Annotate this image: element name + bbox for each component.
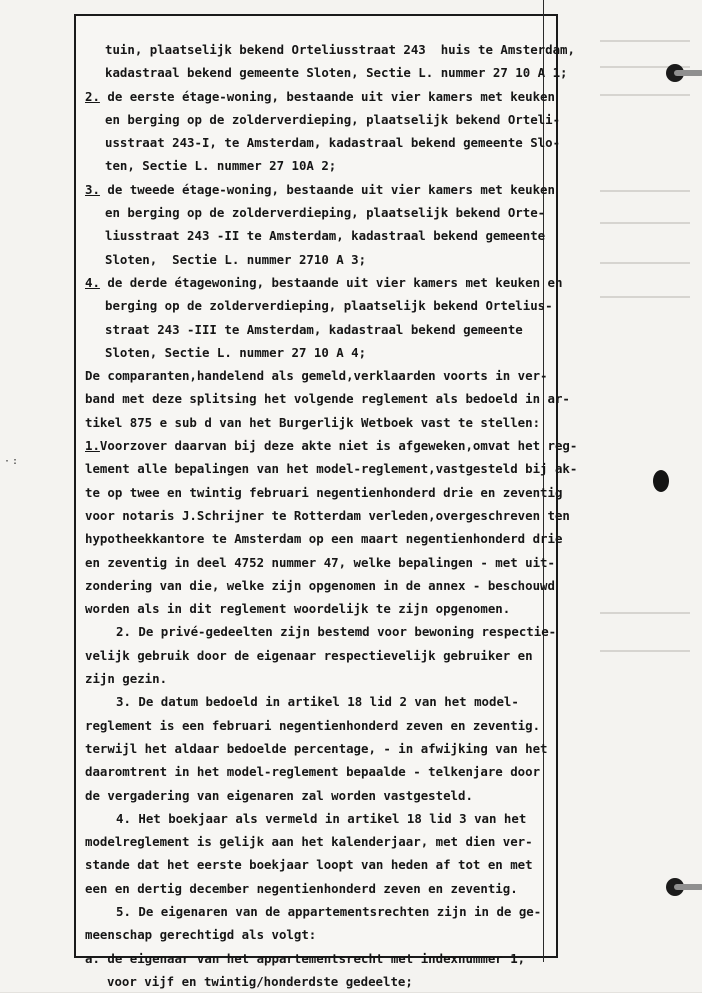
punch-hole-icon xyxy=(653,470,669,492)
line-text: kadastraal bekend gemeente Sloten, Sectie L. nummer 27 10 A 1; xyxy=(105,65,568,81)
document-line xyxy=(85,364,555,387)
line-text: terwijl het aldaar bedoelde percentage, - in afwijking van het xyxy=(85,740,548,756)
document-line xyxy=(85,131,561,154)
line-text: stande dat het eerste boekjaar loopt van heden af tot en met xyxy=(85,857,533,873)
line-text: te op twee en twintig februari negentienhonderd drie en zeventig xyxy=(85,484,563,500)
line-text: en berging op de zolderverdieping, plaatselijk bekend Orte- xyxy=(105,205,546,221)
document-line xyxy=(85,690,555,713)
line-text: 2. De privé-gedeelten zijn bestemd voor bewoning respectie- xyxy=(116,624,557,640)
bleed-through-line xyxy=(600,40,690,42)
document-line xyxy=(85,737,555,760)
item-number: 3. xyxy=(85,181,100,197)
document-line xyxy=(85,38,575,61)
line-text: modelreglement is gelijk aan het kalenderjaar, met dien ver- xyxy=(85,834,533,850)
document-line xyxy=(85,947,555,970)
document-line xyxy=(85,667,555,690)
line-text: reglement is een februari negentienhonderd zeven en zeventig. xyxy=(85,717,541,733)
line-text: hypotheekkantore te Amsterdam op een maart negentienhonderd drie xyxy=(85,531,563,547)
line-text: liusstraat 243 -II te Amsterdam, kadastraal bekend gemeente xyxy=(105,228,546,244)
document-line xyxy=(85,248,555,271)
line-text: Voorzover daarvan bij deze akte niet is afgeweken,omvat het reg- xyxy=(99,438,578,454)
document-line xyxy=(85,853,555,876)
document-line xyxy=(85,807,555,830)
line-text: usstraat 243-I, te Amsterdam, kadastraal bekend gemeente Slo- xyxy=(105,135,561,151)
document-line xyxy=(85,411,555,434)
line-text: worden als in dit reglement woordelijk te zijn opgenomen. xyxy=(85,601,511,617)
binder-ring-icon xyxy=(666,874,702,900)
line-text: 3. De datum bedoeld in artikel 18 lid 2 van het model- xyxy=(116,694,519,710)
document-line xyxy=(85,504,570,527)
line-text: tikel 875 e sub d van het Burgerlijk Wetboek vast te stellen: xyxy=(85,414,541,430)
line-text: en berging op de zolderverdieping, plaatselijk bekend Orteli- xyxy=(105,111,561,127)
document-line xyxy=(85,970,555,993)
document-line xyxy=(85,271,563,294)
line-text: de tweede étage-woning, bestaande uit vier kamers met keuken xyxy=(99,181,555,197)
item-number: 2. xyxy=(85,88,100,104)
document-line xyxy=(85,294,555,317)
document-line xyxy=(85,108,561,131)
document-line xyxy=(85,318,555,341)
line-text: Sloten, Sectie L. nummer 27 10 A 4; xyxy=(105,344,367,360)
document-line xyxy=(85,760,555,783)
bleed-through-line xyxy=(600,190,690,192)
line-text: de derde étagewoning, bestaande uit vier kamers met keuken en xyxy=(99,274,563,290)
line-text: Sloten, Sectie L. nummer 2710 A 3; xyxy=(105,251,367,267)
bleed-through-line xyxy=(600,262,690,264)
line-text: straat 243 -III te Amsterdam, kadastraal bekend gemeente xyxy=(105,321,523,337)
document-line xyxy=(85,597,555,620)
line-text: zijn gezin. xyxy=(85,671,168,687)
line-text: een en dertig december negentienhonderd zeven en zeventig. xyxy=(85,880,518,896)
document-line xyxy=(85,154,555,177)
line-text: berging op de zolderverdieping, plaatselijk bekend Ortelius- xyxy=(105,298,553,314)
line-text: De comparanten,handelend als gemeld,verklaarden voorts in ver- xyxy=(85,368,548,384)
document-line xyxy=(85,923,555,946)
document-line xyxy=(85,830,555,853)
document-line xyxy=(85,481,563,504)
line-text: a. de eigenaar van het appartementsrecht met indexnummer 1, xyxy=(85,950,526,966)
document-line xyxy=(85,387,570,410)
line-text: 5. De eigenaren van de appartementsrechten zijn in de ge- xyxy=(116,903,542,919)
bleed-through-line xyxy=(600,650,690,652)
bleed-through-line xyxy=(600,94,690,96)
line-text: lement alle bepalingen van het model-reglement,vastgesteld bij ak- xyxy=(85,461,578,477)
line-text: voor vijf en twintig/honderdste gedeelte; xyxy=(107,973,413,989)
binder-ring-icon xyxy=(666,60,702,86)
document-line xyxy=(85,574,555,597)
document-line xyxy=(85,877,555,900)
line-text: de eerste étage-woning, bestaande uit vier kamers met keuken xyxy=(99,88,555,104)
line-text: daaromtrent in het model-reglement bepaalde - telkenjare door xyxy=(85,764,541,780)
document-line xyxy=(85,900,555,923)
document-line xyxy=(85,341,555,364)
document-line xyxy=(85,551,555,574)
document-line xyxy=(85,201,555,224)
document-line xyxy=(85,178,555,201)
bleed-through-line xyxy=(600,612,690,614)
document-body xyxy=(85,38,578,993)
line-text: de vergadering van eigenaren zal worden vastgesteld. xyxy=(85,787,473,803)
item-number: 4. xyxy=(85,274,100,290)
document-line xyxy=(85,85,555,108)
document-line xyxy=(85,434,578,457)
line-text: velijk gebruik door de eigenaar respectievelijk gebruiker en xyxy=(85,647,533,663)
line-text: 4. Het boekjaar als vermeld in artikel 18 lid 3 van het xyxy=(116,810,527,826)
line-text: meenschap gerechtigd als volgt: xyxy=(85,927,317,943)
bleed-through-line xyxy=(600,222,690,224)
document-line xyxy=(85,784,555,807)
bleed-through-line xyxy=(600,296,690,298)
document-line xyxy=(85,644,555,667)
line-text: en zeventig in deel 4752 nummer 47, welke bepalingen - met uit- xyxy=(85,554,555,570)
scan-speck: ·: xyxy=(4,456,21,467)
line-text: tuin, plaatselijk bekend Orteliusstraat 243 huis te Amsterdam, xyxy=(105,42,575,57)
document-line xyxy=(85,224,555,247)
document-line xyxy=(85,620,555,643)
document-line xyxy=(85,527,563,550)
line-text: zondering van die, welke zijn opgenomen in de annex - beschouwd xyxy=(85,577,555,593)
item-number: 1. xyxy=(85,438,100,454)
line-text: band met deze splitsing het volgende reglement als bedoeld in ar- xyxy=(85,391,570,407)
document-line xyxy=(85,61,568,84)
line-text: ten, Sectie L. nummer 27 10A 2; xyxy=(105,158,337,174)
document-line xyxy=(85,714,555,737)
line-text: voor notaris J.Schrijner te Rotterdam verleden,overgeschreven ten xyxy=(85,507,570,523)
document-line xyxy=(85,457,578,480)
